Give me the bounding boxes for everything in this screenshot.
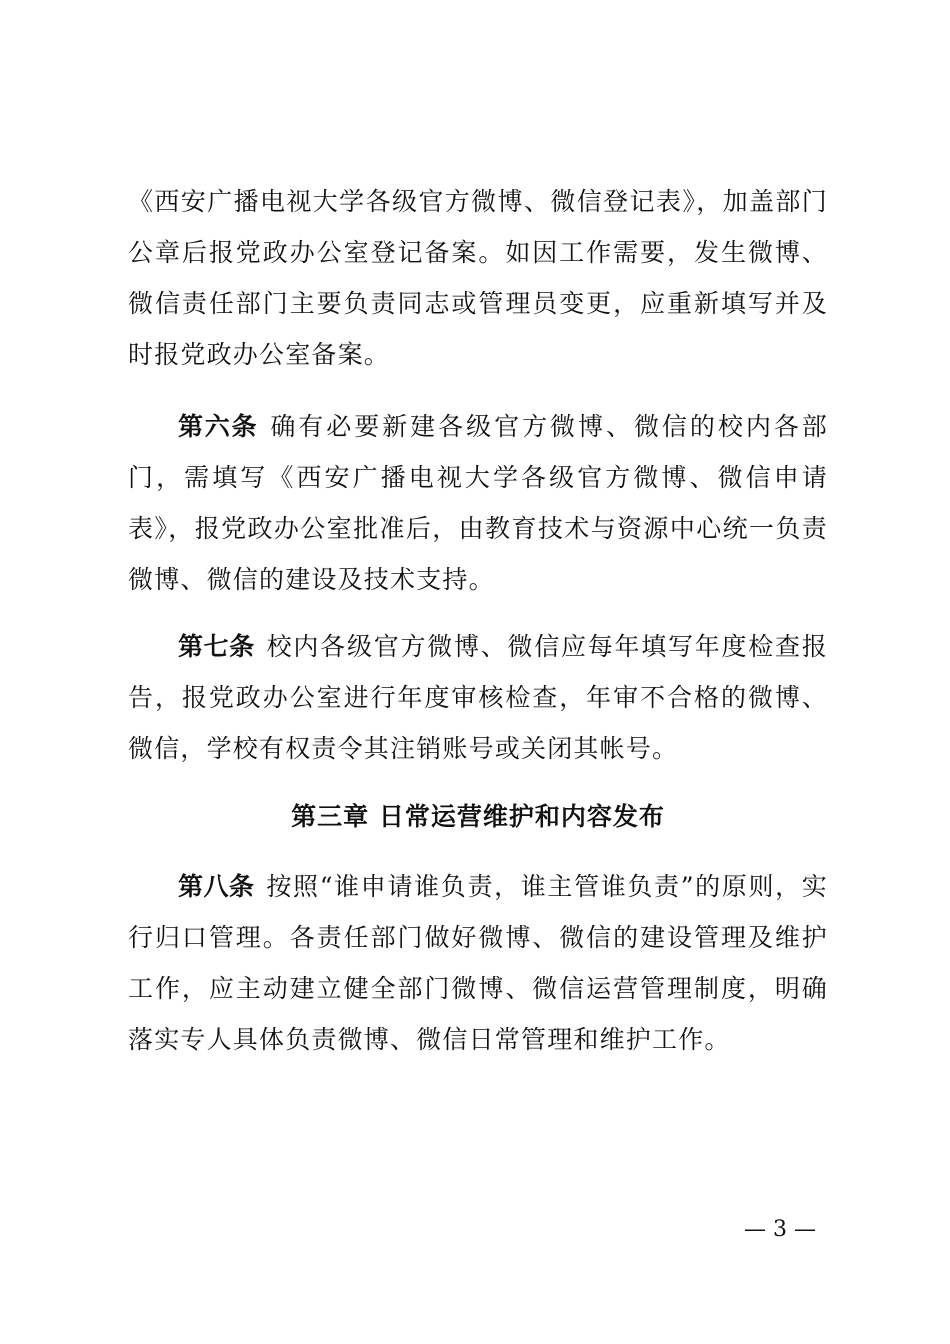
chapter-heading: 第三章 日常运营维护和内容发布 xyxy=(291,802,665,831)
paragraph-text: 《西安广播电视大学各级官方微博、微信登记表》，加盖部门公章后报党政办公室登记备案。如因工作需要，发生微博、微信责任部门主要负责同志或管理员变更，应重新填写并及时报党政办公室备案。 xyxy=(128,187,828,369)
article-label: 第八条 xyxy=(178,872,255,901)
article-text: 确有必要新建各级官方微博、微信的校内各部门，需填写《西安广播电视大学各级官方微博、微信申请表》，报党政办公室批准后，由教育技术与资源中心统一负责微博、微信的建设及技术支持。 xyxy=(128,412,828,594)
page-number: — 3 — xyxy=(744,1217,816,1242)
article-6 xyxy=(128,401,828,605)
article-label: 第六条 xyxy=(178,412,259,441)
paragraph-continuation xyxy=(128,176,828,380)
article-8 xyxy=(128,861,828,1065)
article-text: 校内各级官方微博、微信应每年填写年度检查报告，报党政办公室进行年度审核检查，年审不合格的微博、微信，学校有权责令其注销账号或关闭其帐号。 xyxy=(128,632,828,763)
article-text: 按照“谁申请谁负责，谁主管谁负责”的原则，实行归口管理。各责任部门做好微博、微信的建设管理及维护工作，应主动建立健全部门微博、微信运营管理制度，明确落实专人具体负责微博、微信日常管理和维护工作。 xyxy=(128,872,828,1054)
article-label: 第七条 xyxy=(178,632,255,661)
article-7 xyxy=(128,621,828,774)
